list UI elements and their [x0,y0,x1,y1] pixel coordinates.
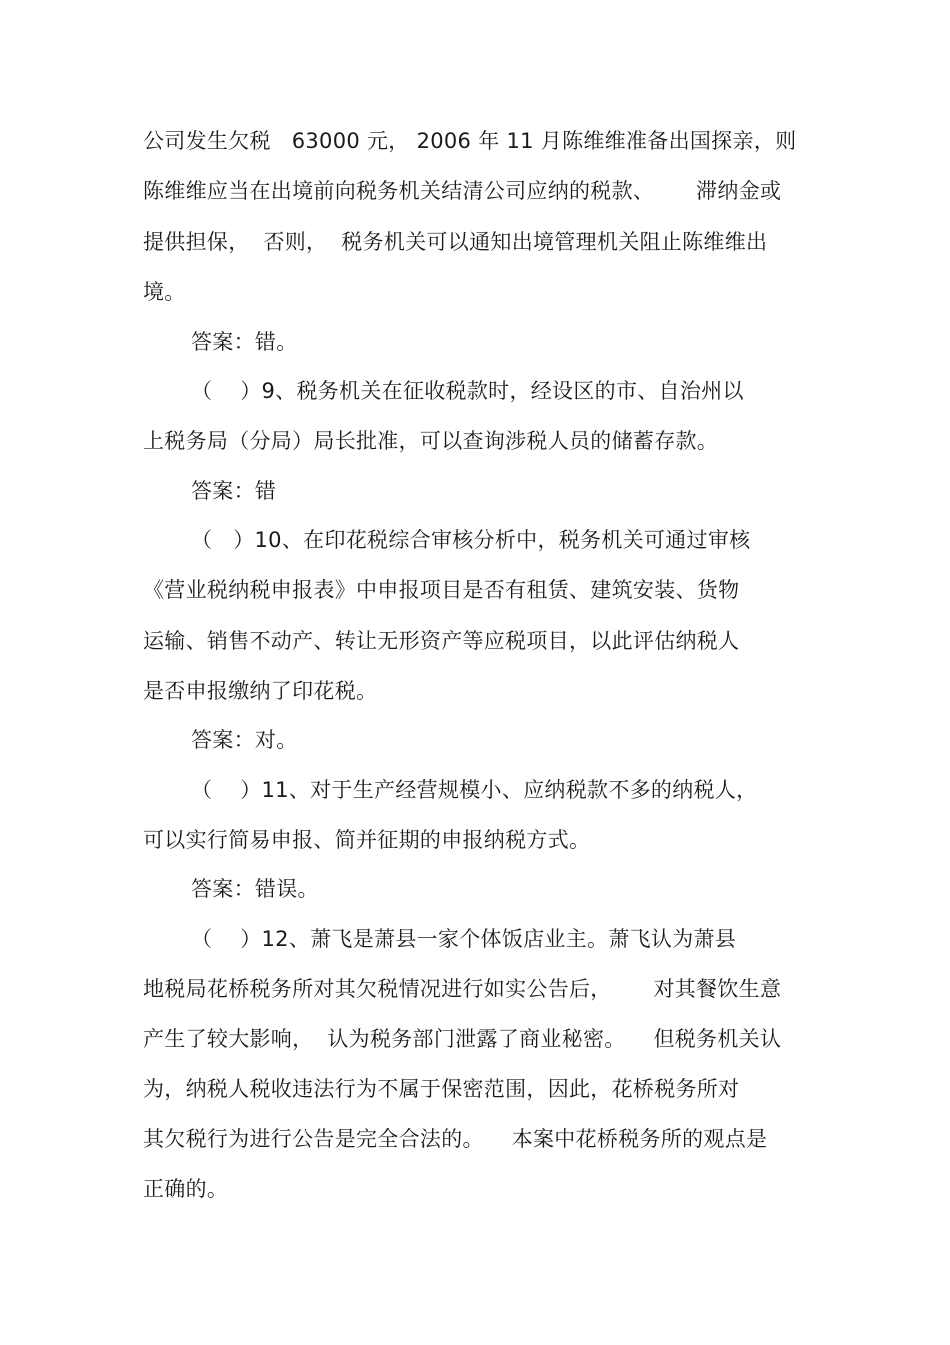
question-line: （ ）10、在印花税综合审核分析中，税务机关可通过审核 [191,528,751,552]
text-line: 是否申报缴纳了印花税。 [143,679,378,703]
answer-line: 答案：错 [191,479,277,503]
text-line: 其欠税行为进行公告是完全合法的。 本案中花桥税务所的观点是 [143,1127,768,1151]
text-line: 提供担保， 否则， 税务机关可以通知出境管理机关阻止陈维维出 [143,230,768,254]
text-line: 运输、销售不动产、转让无形资产等应税项目，以此评估纳税人 [143,629,740,653]
text-line: 可以实行简易申报、简并征期的申报纳税方式。 [143,828,591,852]
question-line: （ ）11、对于生产经营规模小、应纳税款不多的纳税人， [191,778,758,802]
question-line: （ ）12、萧飞是萧县一家个体饭店业主。萧飞认为萧县 [191,927,737,951]
answer-line: 答案：错。 [191,330,298,354]
question-line: （ ）9、税务机关在征收税款时，经设区的市、自治州以 [191,379,744,403]
text-line: 公司发生欠税 63000 元， 2006 年 11 月陈维维准备出国探亲，则 [143,129,797,153]
text-line: 陈维维应当在出境前向税务机关结清公司应纳的税款、 滞纳金或 [143,179,782,203]
text-line: 产生了较大影响， 认为税务部门泄露了商业秘密。 但税务机关认 [143,1027,782,1051]
text-line: 境。 [143,280,186,304]
text-line: 地税局花桥税务所对其欠税情况进行如实公告后， 对其餐饮生意 [143,977,782,1001]
text-line: 正确的。 [143,1177,229,1201]
text-line: 上税务局（分局）局长批准，可以查询涉税人员的储蓄存款。 [143,429,719,453]
text-line: 为，纳税人税收违法行为不属于保密范围，因此，花桥税务所对 [143,1077,740,1101]
answer-line: 答案：对。 [191,728,298,752]
text-line: 《营业税纳税申报表》中申报项目是否有租赁、建筑安装、货物 [143,578,740,602]
answer-line: 答案：错误。 [191,877,319,901]
